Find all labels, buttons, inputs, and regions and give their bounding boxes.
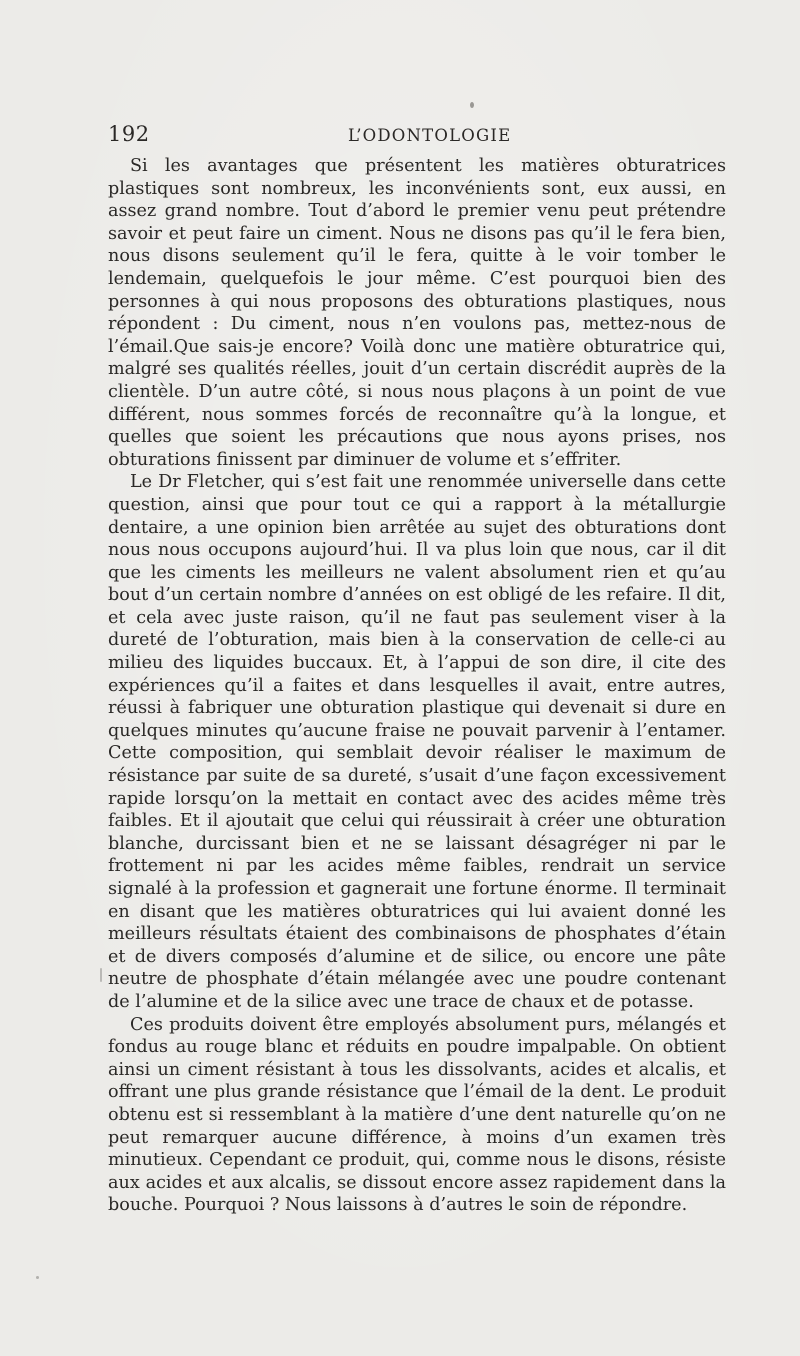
page-header bbox=[108, 122, 728, 150]
paragraph-3: Ces produits doivent être employés absolument purs, mélangés et fondus au rouge blanc et réduits en poudre impalpable. On obtient ainsi un ciment résistant à tous les dissolvants, acides et alcalis, et offrant une plus grande résistance que l’émail de la dent. Le produit obtenu est si ressemblant à la matière d’une dent naturelle qu’on ne peut remarquer aucune différence, à moins d’un examen très minutieux. Cependant ce produit, qui, comme nous le disons, résiste aux acides et aux alcalis, se dissout encore assez rapidement dans la bouche. Pourquoi ? Nous laissons à d’autres le soin de répondre. bbox=[108, 1014, 726, 1216]
paper-speck bbox=[470, 102, 474, 108]
paragraph-1: Si les avantages que présentent les matières obturatrices plastiques sont nombreux, les inconvénients sont, eux aussi, en assez grand nombre. Tout d’abord le premier venu peut prétendre savoir et peut faire un ciment. Nous ne disons pas qu’il le fera bien, nous disons seulement qu’il le fera, quitte à le voir tomber le lendemain, quelquefois le jour même. C’est pourquoi bien des personnes à qui nous proposons des obturations plastiques, nous répondent : Du ciment, nous n’en voulons pas, mettez-nous de l’émail.Que sais-je encore? Voilà donc une matière obturatrice qui, malgré ses qualités réelles, jouit d’un certain discrédit auprès de la clientèle. D’un autre côté, si nous nous plaçons à un point de vue différent, nous sommes forcés de reconnaître qu’à la longue, et quelles que soient les précautions que nous ayons prises, nos obturations finissent par diminuer de volume et s’effriter. bbox=[108, 156, 726, 470]
paper-speck bbox=[100, 968, 102, 982]
running-head: L’ODONTOLOGIE bbox=[348, 126, 512, 145]
page-number: 192 bbox=[108, 122, 150, 146]
paragraph-2: Le Dr Fletcher, qui s’est fait une renommée universelle dans cette question, ainsi que pour tout ce qui a rapport à la métallurgie dentaire, a une opinion bien arrêtée au sujet des obturations dont nous nous occupons aujourd’hui. Il va plus loin que nous, car il dit que les ciments les meilleurs ne valent absolument rien et qu’au bout d’un certain nombre d’années on est obligé de les refaire. Il dit, et cela avec juste raison, qu’il ne faut pas seulement viser à la dureté de l’obturation, mais bien à la conservation de celle-ci au milieu des liquides buccaux. Et, à l’appui de son dire, il cite des expériences qu’il a faites et dans lesquelles il avait, entre autres, réussi à fabriquer une obturation plastique qui devenait si dure en quelques minutes qu’aucune fraise ne pouvait parvenir à l’entamer. Cette composition, qui semblait devoir réaliser le maximum de résistance par suite de sa dureté, s’usait d’une façon excessivement rapide lorsqu’on la mettait en contact avec des acides même très faibles. Et il ajoutait que celui qui réussirait à créer une obturation blanche, durcissant bien et ne se laissant désagréger ni par le frottement ni par les acides même faibles, rendrait un service signalé à la profession et gagnerait une fortune énorme. Il terminait en disant que les matières obturatrices qui lui avaient donné les meilleurs résultats étaient des combinaisons de phosphates d’étain et de divers composés d’alumine et de silice, ou encore une pâte neutre de phosphate d’étain mélangée avec une poudre contenant de l’alumine et de la silice avec une trace de chaux et de potasse. bbox=[108, 472, 726, 1012]
body-text bbox=[108, 155, 726, 1217]
paper-speck bbox=[36, 1276, 39, 1279]
